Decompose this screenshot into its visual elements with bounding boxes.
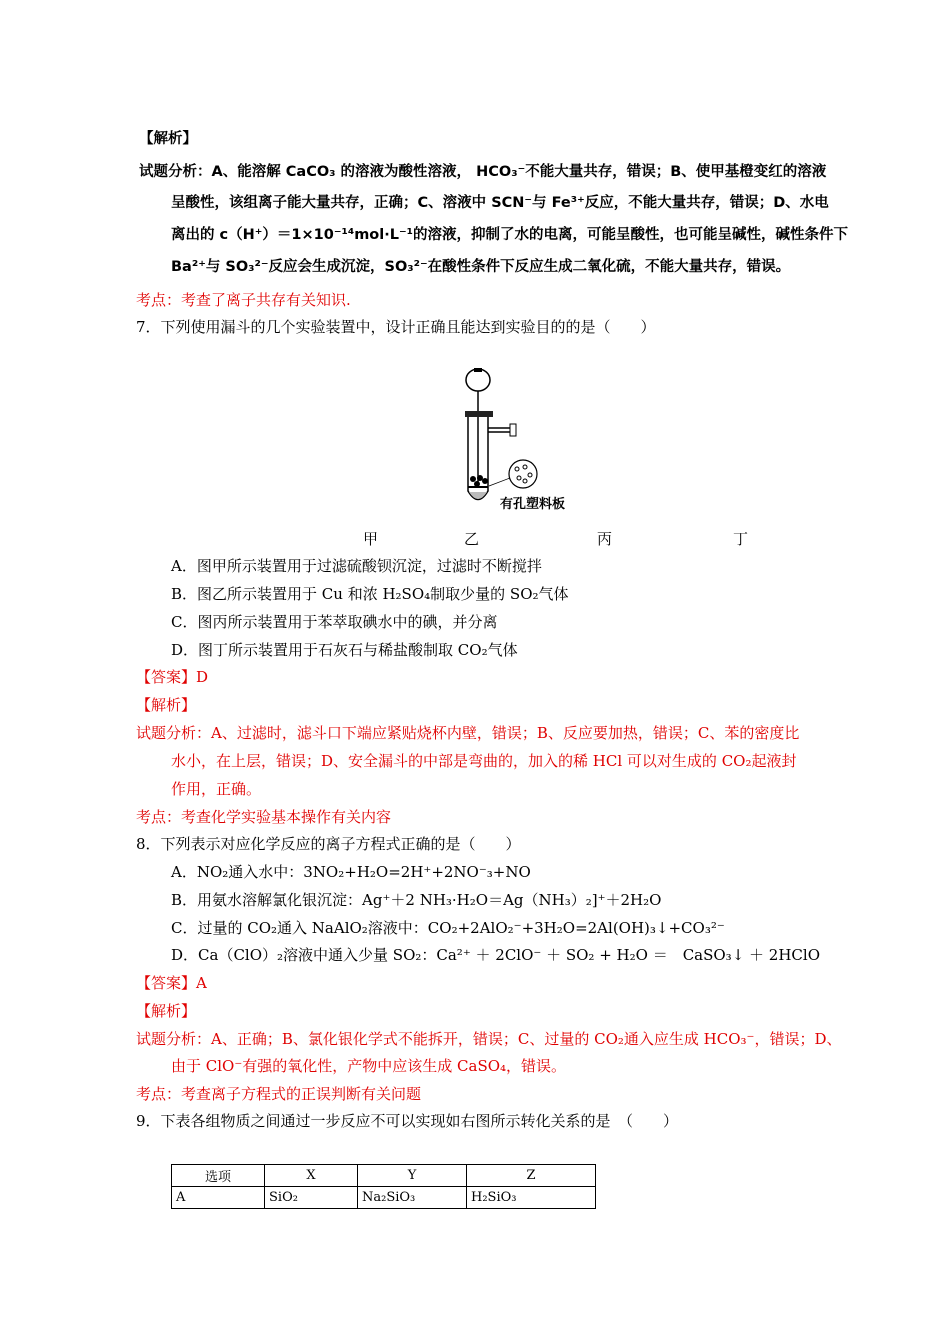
q7-option-d: D．图丁所示装置用于石灰石与稀盐酸制取 CO₂气体 [171, 641, 518, 659]
q8-option-a: A．NO₂通入水中：3NO₂+H₂O=2H⁺+2NO⁻₃+NO [171, 863, 531, 881]
q7-exam-point: 考点：考查化学实验基本操作有关内容 [136, 808, 392, 826]
q7-option-b: B．图乙所示装置用于 Cu 和浓 H₂SO₄制取少量的 SO₂气体 [171, 585, 569, 603]
apparatus-figure [455, 366, 595, 516]
q8-answer: 【答案】A [136, 974, 207, 992]
exam-point-1: 考点：考查了离子共存有关知识. [136, 291, 351, 309]
options-table [171, 1164, 596, 1209]
table-header: Y [358, 1165, 467, 1187]
table-header-row [172, 1165, 596, 1187]
analysis-line-4: Ba²⁺与 SO₃²⁻反应会生成沉淀，SO₃²⁻在酸性条件下反应生成二氧化硫，不能大量共存，错误。 [171, 259, 791, 275]
q8-analysis-1: 试题分析：A、正确；B、氯化银化学式不能拆开，错误；C、过量的 CO₂通入应生成 HCO₃⁻，错误；D、 [136, 1030, 842, 1048]
table-cell: SiO₂ [265, 1187, 358, 1209]
q9-stem: 9．下表各组物质之间通过一步反应不可以实现如右图所示转化关系的是 （ ） [136, 1112, 679, 1130]
q7-analysis-1: 试题分析：A、过滤时，滤斗口下端应紧贴烧杯内壁，错误；B、反应要加热，错误；C、苯的密度比 [136, 724, 800, 742]
table-header: X [265, 1165, 358, 1187]
label-yi: 乙 [464, 530, 480, 548]
q8-analysis-heading: 【解析】 [136, 1002, 197, 1020]
label-ding: 丁 [733, 530, 749, 548]
q7-option-c: C．图丙所示装置用于苯萃取碘水中的碘，并分离 [171, 613, 498, 631]
table-header: 选项 [172, 1165, 265, 1187]
q8-option-d: D．Ca（ClO）₂溶液中通入少量 SO₂：Ca²⁺ ＋ 2ClO⁻ ＋ SO₂ + H₂O ＝ CaSO₃↓ ＋ 2HClO [171, 946, 821, 964]
analysis-heading: 【解析】 [139, 131, 197, 147]
q7-analysis-heading: 【解析】 [136, 696, 197, 714]
q8-analysis-2: 由于 ClO⁻有强的氧化性，产物中应该生成 CaSO₄，错误。 [171, 1057, 567, 1075]
analysis-line-1: 试题分析：A、能溶解 CaCO₃ 的溶液为酸性溶液， HCO₃⁻不能大量共存，错误；B、使甲基橙变红的溶液 [139, 164, 827, 180]
q7-stem: 7．下列使用漏斗的几个实验装置中，设计正确且能达到实验目的的是（ ） [136, 318, 656, 336]
table-cell: Na₂SiO₃ [358, 1187, 467, 1209]
q8-stem: 8．下列表示对应化学反应的离子方程式正确的是（ ） [136, 835, 521, 853]
table-cell: H₂SiO₃ [467, 1187, 596, 1209]
q7-analysis-3: 作用，正确。 [171, 780, 262, 798]
figure-caption: 有孔塑料板 [500, 497, 566, 512]
label-jia: 甲 [363, 530, 379, 548]
q8-exam-point: 考点：考查离子方程式的正误判断有关问题 [136, 1085, 422, 1103]
table-row [172, 1187, 596, 1209]
label-bing: 丙 [597, 530, 613, 548]
q8-option-b: B．用氨水溶解氯化银沉淀：Ag⁺＋2 NH₃·H₂O＝Ag（NH₃）₂]⁺＋2H₂O [171, 891, 662, 909]
analysis-line-3: 离出的 c（H⁺）＝1×10⁻¹⁴mol·L⁻¹的溶液，抑制了水的电离，可能呈酸性，也可能呈碱性，碱性条件下 [171, 227, 848, 243]
q7-option-a: A．图甲所示装置用于过滤硫酸钡沉淀，过滤时不断搅拌 [171, 557, 542, 575]
q8-option-c: C．过量的 CO₂通入 NaAlO₂溶液中：CO₂+2AlO₂⁻+3H₂O=2Al(OH)₃↓+CO₃²⁻ [171, 919, 725, 937]
q7-analysis-2: 水小，在上层，错误；D、安全漏斗的中部是弯曲的，加入的稀 HCl 可以对生成的 CO₂起液封 [171, 752, 797, 770]
analysis-line-2: 呈酸性，该组离子能大量共存，正确；C、溶液中 SCN⁻与 Fe³⁺反应，不能大量共存，错误；D、水电 [171, 195, 829, 211]
table-cell: A [172, 1187, 265, 1209]
table-header: Z [467, 1165, 596, 1187]
q7-answer: 【答案】D [136, 668, 209, 686]
